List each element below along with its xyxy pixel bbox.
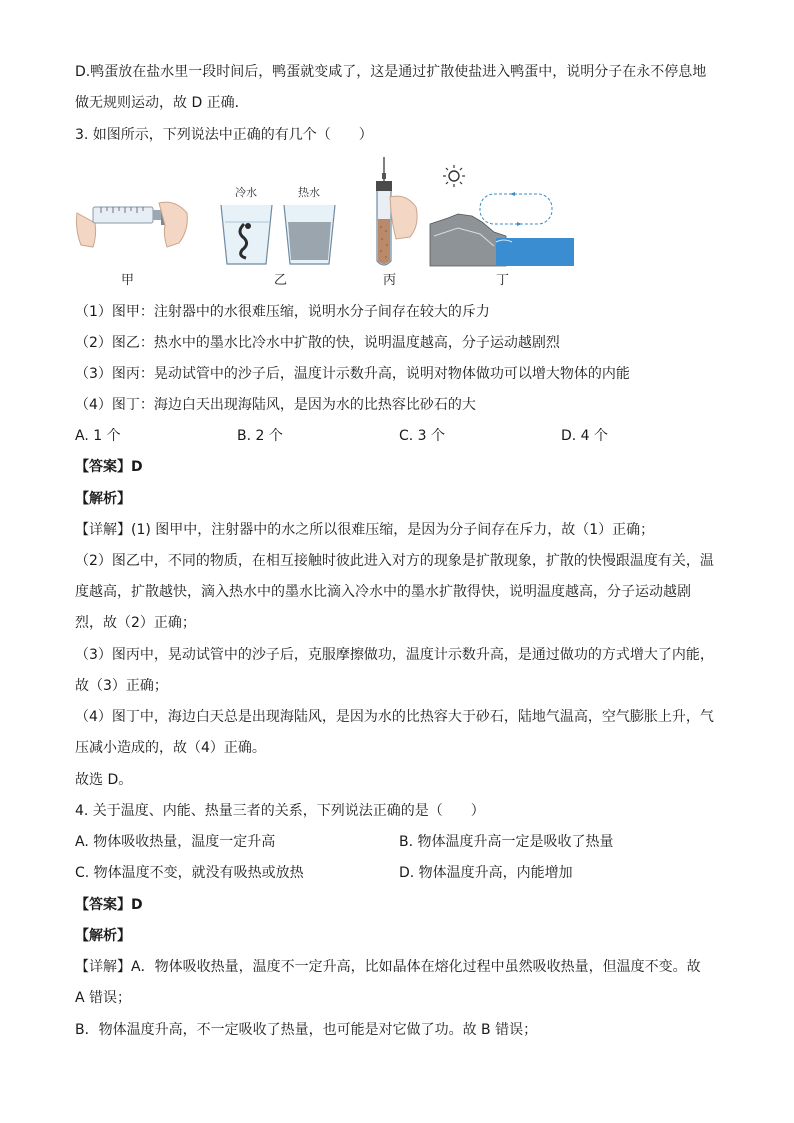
detail-line: 压减小造成的，故（4）正确。	[75, 740, 266, 756]
detail-line: A 错误；	[75, 990, 132, 1006]
statement-3: （3）图丙：晃动试管中的沙子后，温度计示数升高，说明对物体做功可以增大物体的内能	[75, 366, 630, 382]
q4-option-a: A. 物体吸收热量，温度一定升高	[75, 834, 276, 850]
option-c: C. 3 个	[399, 428, 446, 444]
sea-breeze-illustration	[428, 162, 578, 268]
question-3-stem: 3. 如图所示，下列说法中正确的有几个（ ）	[75, 127, 373, 143]
option-d: D. 4 个	[561, 428, 609, 444]
statement-1: （1）图甲：注射器中的水很难压缩，说明水分子间存在较大的斥力	[75, 304, 490, 320]
sun-icon	[443, 165, 465, 187]
statement-2: （2）图乙：热水中的墨水比冷水中扩散的快，说明温度越高，分子运动越剧烈	[75, 335, 560, 351]
detail-line: 故（3）正确；	[75, 678, 168, 694]
paragraph-line: D.鸭蛋放在盐水里一段时间后，鸭蛋就变咸了，这是通过扩散使盐进入鸭蛋中，说明分子在永不停息地	[75, 64, 707, 80]
caption-ding: 丁	[496, 273, 510, 288]
q4-option-b: B. 物体温度升高一定是吸收了热量	[399, 834, 614, 850]
question-4-stem: 4. 关于温度、内能、热量三者的关系，下列说法正确的是（ ）	[75, 803, 485, 819]
caption-bing: 丙	[383, 273, 397, 288]
paragraph-line: 做无规则运动，故 D 正确．	[75, 95, 249, 111]
answer-heading: 【答案】D	[75, 459, 143, 475]
hot-water-label: 热水	[298, 186, 320, 199]
detail-line: 烈，故（2）正确；	[75, 615, 196, 631]
detail-line: （4）图丁中，海边白天总是出现海陆风，是因为水的比热容大于砂石，陆地气温高，空气膨胀上升，气	[75, 709, 714, 725]
syringe-illustration	[75, 195, 190, 255]
caption-jia: 甲	[121, 273, 135, 288]
detail-line: 度越高，扩散越快，滴入热水中的墨水比滴入冷水中的墨水扩散得快，说明温度越高，分子运动越剧	[75, 584, 691, 600]
statement-4: （4）图丁：海边白天出现海陆风，是因为水的比热容比砂石的大	[75, 397, 476, 413]
answer-heading: 【答案】D	[75, 897, 143, 913]
detail-line: 【详解】A．物体吸收热量，温度不一定升高，比如晶体在熔化过程中虽然吸收热量，但温度不变。故	[75, 959, 701, 975]
caption-yi: 乙	[274, 273, 288, 288]
option-a: A. 1 个	[75, 428, 121, 444]
option-b: B. 2 个	[237, 428, 283, 444]
q4-option-d: D. 物体温度升高，内能增加	[399, 865, 573, 881]
cold-water-label: 冷水	[235, 186, 257, 199]
detail-line: （3）图丙中，晃动试管中的沙子后，克服摩擦做功，温度计示数升高，是通过做功的方式增大了内能，	[75, 647, 714, 663]
beakers-illustration	[218, 202, 338, 268]
test-tube-illustration	[372, 157, 424, 269]
analysis-heading: 【解析】	[75, 928, 131, 944]
detail-line: 【详解】(1) 图甲中，注射器中的水之所以很难压缩，是因为分子间存在斥力，故（1）正确；	[75, 522, 655, 538]
analysis-heading: 【解析】	[75, 491, 131, 507]
q4-option-c: C. 物体温度不变，就没有吸热或放热	[75, 865, 304, 881]
detail-line: B．物体温度升高，不一定吸收了热量，也可能是对它做了功。故 B 错误；	[75, 1022, 538, 1038]
detail-line: （2）图乙中，不同的物质，在相互接触时彼此进入对方的现象是扩散现象，扩散的快慢跟温度有关，温	[75, 553, 714, 569]
detail-line: 故选 D。	[75, 772, 133, 788]
